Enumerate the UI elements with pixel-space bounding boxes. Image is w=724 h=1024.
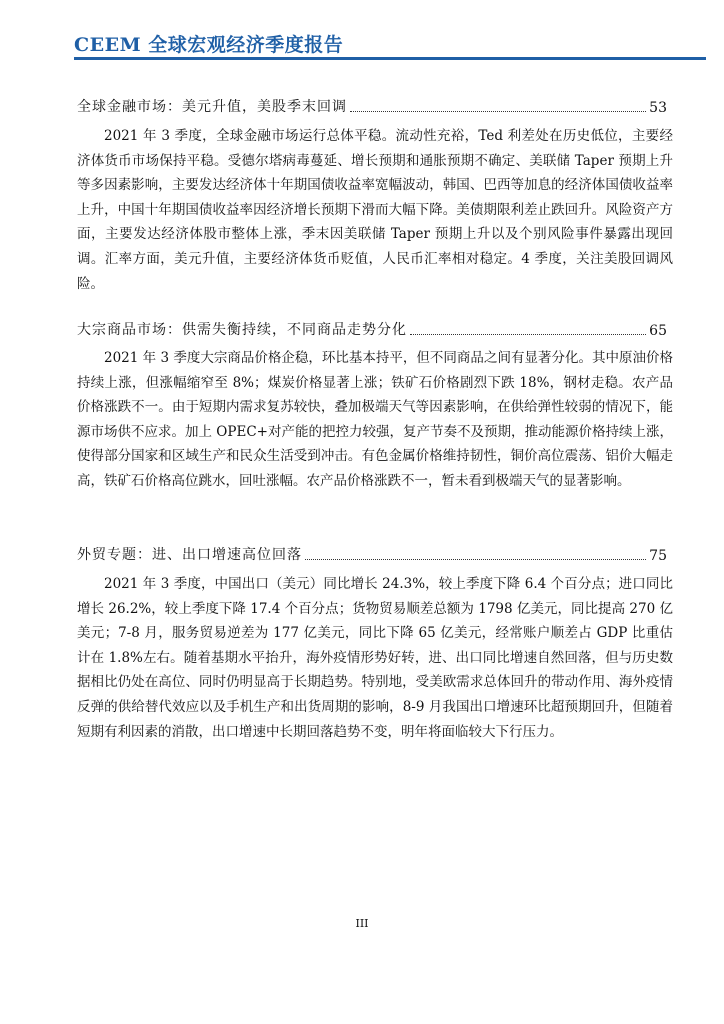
toc-entry-global-financial-markets[interactable] (77, 96, 667, 116)
toc-dot-leader (410, 333, 646, 335)
section-summary-global-financial-markets: 2021 年 3 季度，全球金融市场运行总体平稳。流动性充裕，Ted 利差处在历史低位，主要经济体货币市场保持平稳。受德尔塔病毒蔓延、增长预期和通胀预期不确定、美联储 Taper 预期上升等多因素影响，主要发达经济体十年期国债收益率宽幅波动，韩国、巴西等加息的经济体国债收益率上升，中国十年期国债收益率因经济增长预期下滑而大幅下降。美债期限利差止跌回升。风险资产方面，主要发达经济体股市整体上涨，季末因美联储 Taper 预期上升以及个别风险事件暴露出现回调。汇率方面，美元升值，主要经济体货币贬值，人民币汇率相对稳定。4 季度，关注美股回调风险。 (77, 128, 673, 292)
toc-entry-commodity-markets[interactable] (77, 319, 667, 339)
toc-entry-page: 53 (649, 100, 667, 116)
toc-entry-title: 大宗商品市场：供需失衡持续，不同商品走势分化 (77, 322, 407, 338)
toc-entry-title: 外贸专题：进、出口增速高位回落 (77, 547, 302, 563)
toc-entry-page: 65 (649, 323, 667, 339)
page-number: III (355, 917, 369, 930)
toc-entry-foreign-trade[interactable] (77, 544, 667, 564)
report-title: CEEM 全球宏观经济季度报告 (74, 34, 344, 56)
header-divider (74, 57, 706, 60)
toc-dot-leader (350, 110, 646, 112)
toc-dot-leader (305, 558, 646, 560)
toc-entry-title: 全球金融市场：美元升值，美股季末回调 (77, 99, 347, 115)
section-summary-foreign-trade: 2021 年 3 季度，中国出口（美元）同比增长 24.3%，较上季度下降 6.4 个百分点；进口同比增长 26.2%，较上季度下降 17.4 个百分点；货物贸易顺差总额为 1798 亿美元，同比提高 270 亿美元；7-8 月，服务贸易逆差为 177 亿美元，同比下降 65 亿美元，经常账户顺差占 GDP 比重估计在 1.8%左右。随着基期水平抬升，海外疫情形势好转，进、出口同比增速自然回落，但与历史数据相比仍处在高位、同时仍明显高于长期趋势。特别地，受美欧需求总体回升的带动作用、海外疫情反弹的供给替代效应以及手机生产和出货周期的影响，8-9 月我国出口增速环比超预期回升，但随着短期有利因素的消散，出口增速中长期回落趋势不变，明年将面临较大下行压力。 (77, 576, 673, 740)
toc-entry-page: 75 (649, 548, 667, 564)
report-header (74, 30, 706, 58)
section-summary-commodity-markets: 2021 年 3 季度大宗商品价格企稳，环比基本持平，但不同商品之间有显著分化。其中原油价格持续上涨，但涨幅缩窄至 8%；煤炭价格显著上涨；铁矿石价格剧烈下跌 18%，钢材走稳。农产品价格涨跌不一。由于短期内需求复苏较快，叠加极端天气等因素影响，在供给弹性较弱的情况下，能源市场供不应求。加上 OPEC+对产能的把控力较强，复产节奏不及预期，推动能源价格持续上涨，使得部分国家和区域生产和民众生活受到冲击。有色金属价格维持韧性，铜价高位震荡、铝价大幅走高，铁矿石价格高位跳水，回吐涨幅。农产品价格涨跌不一，暂未看到极端天气的显著影响。 (77, 350, 673, 489)
